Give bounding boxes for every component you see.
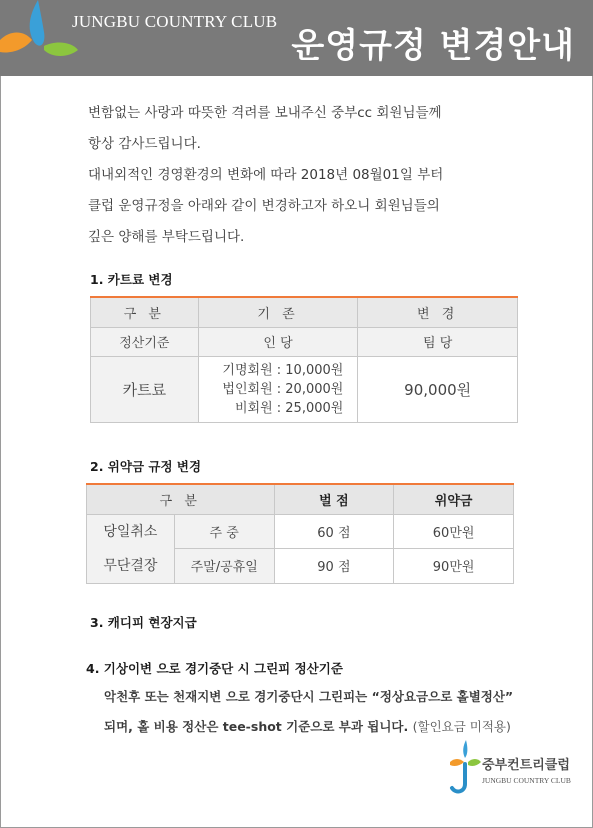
table-header-row bbox=[87, 484, 514, 514]
table-cell: 정산기준 bbox=[91, 327, 199, 356]
table-cell: 60만원 bbox=[394, 514, 514, 549]
club-logo-icon bbox=[0, 0, 80, 76]
penalty-table bbox=[86, 483, 514, 584]
section4-line2-main: 되며, 홀 비용 정산은 tee-shot 기준으로 부과 됩니다. bbox=[104, 719, 409, 734]
footer-english-name: JUNGBU COUNTRY CLUB bbox=[482, 776, 571, 785]
club-name: JUNGBU COUNTRY CLUB bbox=[72, 12, 278, 31]
old-fee-line: 비회원 : 25,000원 bbox=[234, 400, 344, 416]
cart-fee-table bbox=[90, 296, 518, 423]
section4-heading: 4. 기상이변 으로 경기중단 시 그린피 정산기준 bbox=[86, 661, 343, 676]
group-line: 당일취소 bbox=[103, 523, 158, 540]
table-row bbox=[87, 514, 514, 549]
table-cell: 주말/공휴일 bbox=[174, 549, 274, 584]
table-cell: 60 점 bbox=[274, 514, 394, 549]
table-cell: 카트료 bbox=[91, 356, 199, 422]
new-fee-cell: 90,000원 bbox=[358, 356, 518, 422]
table-row bbox=[91, 356, 518, 422]
table-row bbox=[91, 327, 518, 356]
footer-logo bbox=[446, 740, 576, 810]
intro-line: 깊은 양해를 부탁드립니다. bbox=[88, 229, 245, 245]
old-fee-line: 기명회원 : 10,000원 bbox=[222, 362, 344, 378]
group-cell bbox=[87, 514, 175, 583]
section4-line2 bbox=[104, 717, 511, 735]
header-banner bbox=[0, 0, 593, 76]
footer-korean-name: 중부컨트리클럽 bbox=[482, 758, 570, 773]
section4-line2-extra: (할인요금 미적용) bbox=[412, 719, 511, 734]
table-cell: 90만원 bbox=[394, 549, 514, 584]
intro-line: 변함없는 사랑과 따뜻한 격려를 보내주신 중부cc 회원님들께 bbox=[88, 105, 442, 121]
section2-heading: 2. 위약금 규정 변경 bbox=[90, 459, 202, 474]
old-fee-cell bbox=[198, 356, 358, 422]
header-cell: 벌 점 bbox=[274, 484, 394, 514]
header-cell: 변 경 bbox=[358, 297, 518, 327]
table-cell: 90 점 bbox=[274, 549, 394, 584]
intro-paragraph bbox=[88, 98, 528, 253]
table-cell: 주 중 bbox=[174, 514, 274, 549]
header-cell: 위약금 bbox=[394, 484, 514, 514]
page-title: 운영규정 변경안내 bbox=[291, 26, 575, 66]
table-cell: 인 당 bbox=[198, 327, 358, 356]
intro-line: 항상 감사드립니다. bbox=[88, 136, 201, 152]
old-fee-line: 법인회원 : 20,000원 bbox=[222, 381, 344, 397]
intro-line: 클럽 운영규정을 아래와 같이 변경하고자 하오니 회원님들의 bbox=[88, 198, 440, 214]
section4-line1: 악천후 또는 천재지변 으로 경기중단시 그린피는 “정상요금으로 홀별정산” bbox=[104, 689, 514, 704]
header-cell: 기 존 bbox=[198, 297, 358, 327]
section3-heading: 3. 캐디피 현장지급 bbox=[90, 615, 197, 630]
club-logo-icon bbox=[446, 740, 482, 796]
table-header-row bbox=[91, 297, 518, 327]
header-cell: 구 분 bbox=[87, 484, 275, 514]
section1-heading: 1. 카트료 변경 bbox=[90, 272, 173, 287]
table-cell: 팀 당 bbox=[358, 327, 518, 356]
intro-line: 대내외적인 경영환경의 변화에 따라 2018년 08월01일 부터 bbox=[88, 167, 444, 183]
group-line: 무단결장 bbox=[103, 557, 158, 574]
header-cell: 구 분 bbox=[91, 297, 199, 327]
